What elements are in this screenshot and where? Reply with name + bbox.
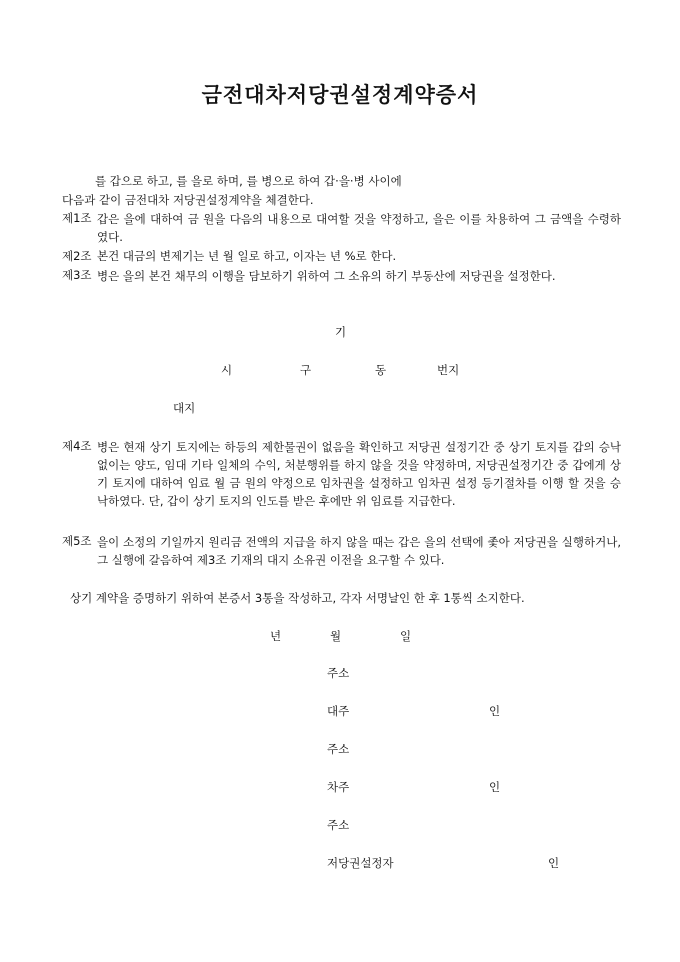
- article-2-number: 제2조: [62, 249, 92, 263]
- article-5-text: 을이 소정의 기일까지 원리금 전액의 지급을 하지 않을 때는 갑은 을의 선택에 좇아 저당권을 실행하거나, 그 실행에 갈음하여 제3조 기재의 대지 소유권 이전을 요구할 수 있다.: [97, 535, 621, 567]
- article-1-text: 갑은 을에 대하여 금 원을 다음의 내용으로 대여할 것을 약정하고, 을은 이를 차용하여 그 금액을 수령하였다.: [97, 212, 621, 244]
- land-type: 대지: [173, 401, 196, 415]
- borrower-label: 차주: [327, 780, 350, 794]
- address-beonji: 번지: [437, 363, 460, 377]
- gi-heading: 기: [335, 325, 347, 339]
- mortgagor-label: 저당권설정자: [327, 856, 394, 870]
- address-gu: 구: [300, 363, 312, 377]
- intro-line-2: 다음과 같이 금전대차 저당권설정계약을 체결한다.: [62, 193, 314, 207]
- date-day: 일: [400, 629, 412, 643]
- borrower-address-label: 주소: [327, 742, 350, 756]
- date-year: 년: [270, 629, 282, 643]
- intro-line-1: 를 갑으로 하고, 를 을로 하며, 를 병으로 하여 갑·을·병 사이에: [95, 174, 402, 188]
- article-4-text: 병은 현재 상기 토지에는 하등의 제한물권이 없음을 확인하고 저당권 설정기간 중 상기 토지를 갑의 승낙없이는 양도, 임대 기타 일체의 수익, 처분행위를 하지 않을 것을 약정하며, 저당권설정기간 중 갑에게 상기 토지에 대하여 임료 월 금 원의 약정으로 임차권을 설정하고 임차권 설정 등기절차를 이행 할 것을 승낙하였다. 단, 갑이 상기 토지의 인도를 받은 후에만 위 임료를 지급한다.: [97, 440, 621, 508]
- mortgagor-address-label: 주소: [327, 818, 350, 832]
- article-1-number: 제1조: [62, 211, 92, 225]
- address-dong: 동: [375, 363, 387, 377]
- article-2-text: 본건 대금의 변제기는 년 월 일로 하고, 이자는 년 %로 한다.: [97, 249, 397, 263]
- lender-label: 대주: [327, 704, 350, 718]
- lender-address-label: 주소: [327, 666, 350, 680]
- article-5-number: 제5조: [62, 534, 92, 548]
- article-3-text: 병은 을의 본건 채무의 이행을 담보하기 위하여 그 소유의 하기 부동산에 저당권을 설정한다.: [97, 269, 556, 283]
- closing-statement: 상기 계약을 증명하기 위하여 본증서 3통을 작성하고, 각자 서명날인 한 후 1통씩 소지한다.: [70, 591, 525, 605]
- address-si: 시: [221, 363, 233, 377]
- borrower-seal: 인: [489, 780, 501, 794]
- article-4-number: 제4조: [62, 439, 92, 453]
- article-3-number: 제3조: [62, 268, 92, 282]
- lender-seal: 인: [489, 704, 501, 718]
- date-month: 월: [330, 629, 342, 643]
- document-title: 금전대차저당권설정계약증서: [201, 82, 479, 107]
- mortgagor-seal: 인: [548, 856, 560, 870]
